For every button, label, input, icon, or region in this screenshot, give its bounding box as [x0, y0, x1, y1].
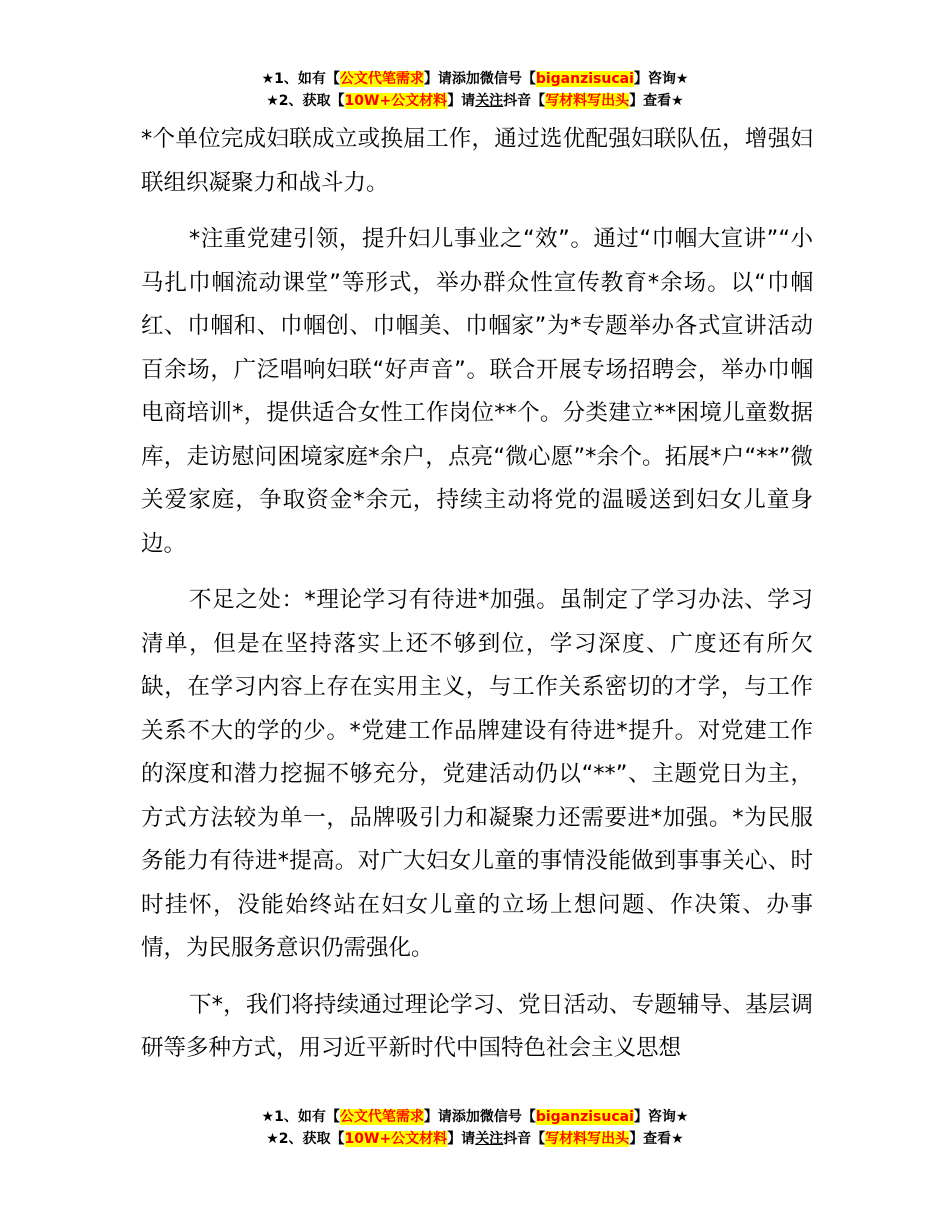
- document-body: [141, 118, 813, 1084]
- highlight-materials: 10W+公文材料: [344, 1131, 448, 1147]
- promo-line-1: ★1、如有【公文代笔需求】请添加微信号【biganzisucai】咨询★: [261, 71, 689, 87]
- paragraph-party-building: *注重党建引领，提升妇儿事业之“效”。通过“巾帼大宣讲”“小马扎巾帼流动课堂”等形式，举办群众性宣传教育*余场。以“巾帼红、巾帼和、巾帼创、巾帼美、巾帼家”为*专题举办各式宣讲活动百余场，广泛唱响妇联“好声音”。联合开展专场招聘会，举办巾帼电商培训*，提供适合女性工作岗位**个。分类建立**困境儿童数据库，走访慰问困境家庭*余户，点亮“微心愿”*余个。拓展*户“**”微关爱家庭，争取资金*余元，持续主动将党的温暖送到妇女儿童身边。: [141, 226, 813, 557]
- highlight-wechat-id: biganzisucai: [535, 71, 634, 87]
- highlight-ghostwriting: 公文代笔需求: [339, 1109, 424, 1125]
- promo-line-2: ★2、获取【10W+公文材料】请关注抖音【写材料写出头】查看★: [266, 1131, 684, 1147]
- footer-promo-banner: [0, 1106, 950, 1150]
- promo-line-1: ★1、如有【公文代笔需求】请添加微信号【biganzisucai】咨询★: [261, 1109, 689, 1125]
- underlined-follow: 关注: [475, 1131, 504, 1147]
- underlined-follow: 关注: [475, 93, 504, 109]
- paragraph-next-steps: 下*，我们将持续通过理论学习、党日活动、专题辅导、基层调研等多种方式，用习近平新时代中国特色社会主义思想: [141, 991, 813, 1061]
- paragraph-continuation: *个单位完成妇联成立或换届工作，通过选优配强妇联队伍，增强妇联组织凝聚力和战斗力。: [141, 126, 813, 196]
- highlight-materials: 10W+公文材料: [344, 93, 448, 109]
- promo-line-2: ★2、获取【10W+公文材料】请关注抖音【写材料写出头】查看★: [266, 93, 684, 109]
- highlight-ghostwriting: 公文代笔需求: [339, 71, 424, 87]
- highlight-douyin-account: 写材料写出头: [545, 93, 630, 109]
- highlight-douyin-account: 写材料写出头: [545, 1131, 630, 1147]
- header-promo-banner: [0, 68, 950, 112]
- paragraph-shortcomings: 不足之处：*理论学习有待进*加强。虽制定了学习办法、学习清单，但是在坚持落实上还不够到位，学习深度、广度还有所欠缺，在学习内容上存在实用主义，与工作关系密切的才学，与工作关系不大的学的少。*党建工作品牌建设有待进*提升。对党建工作的深度和潜力挖掘不够充分，党建活动仍以“**”、主题党日为主，方式方法较为单一，品牌吸引力和凝聚力还需要进*加强。*为民服务能力有待进*提高。对广大妇女儿童的事情没能做到事事关心、时时挂怀，没能始终站在妇女儿童的立场上想问题、作决策、办事情，为民服务意识仍需强化。: [141, 587, 813, 961]
- highlight-wechat-id: biganzisucai: [535, 1109, 634, 1125]
